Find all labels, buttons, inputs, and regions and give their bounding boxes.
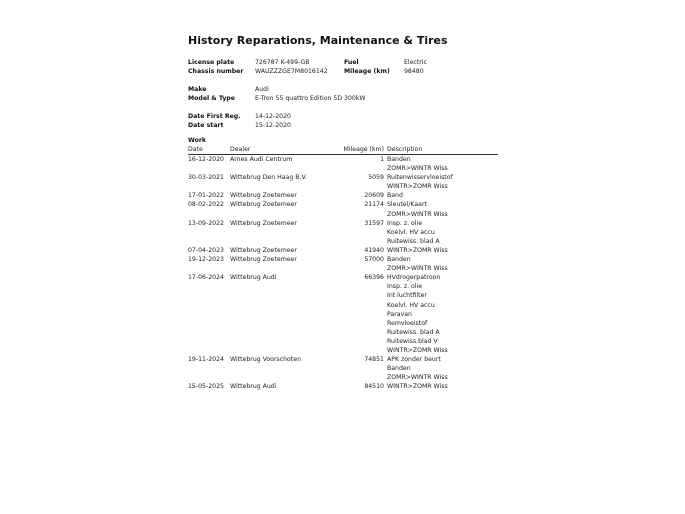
table-row [188, 155, 498, 164]
table-row [188, 273, 498, 282]
info-row-date-start [188, 121, 498, 130]
cell-date: 30-03-2021 [188, 174, 224, 182]
make-label: Make [188, 86, 207, 93]
make-value: Audi [255, 86, 269, 93]
table-row [188, 210, 498, 219]
cell-dealer: Wittebrug Zoetemeer [230, 246, 297, 254]
cell-mileage: 5059 [368, 174, 384, 182]
info-row-model [188, 94, 498, 103]
cell-description: Paravan [387, 310, 412, 318]
license-plate-label: License plate [188, 59, 235, 66]
table-row [188, 182, 498, 191]
info-row-chassis [188, 67, 498, 76]
cell-description: Koelvl. HV accu [387, 228, 435, 236]
cell-mileage: 74851 [364, 356, 384, 364]
table-row [188, 200, 498, 209]
cell-mileage: 84510 [364, 383, 384, 391]
cell-dealer: Wittebrug Audi [230, 383, 277, 391]
cell-date: 19-12-2023 [188, 256, 224, 264]
cell-mileage: 41940 [364, 246, 384, 254]
cell-description: Band [387, 192, 403, 200]
table-row [188, 337, 498, 346]
table-row [188, 364, 498, 373]
cell-description: WINTR>ZOMR Wiss [387, 246, 448, 254]
work-section-title: Work [188, 137, 207, 144]
mileage-label: Mileage (km) [344, 68, 390, 75]
date-start-value: 15-12-2020 [255, 122, 291, 129]
chassis-label: Chassis number [188, 68, 244, 75]
fuel-label: Fuel [344, 59, 359, 66]
cell-description: Ruitewiss.blad V [387, 337, 438, 345]
cell-date: 08-02-2022 [188, 201, 224, 209]
cell-description: Insp. z. olie [387, 219, 423, 227]
header-mileage: Mileage (km) [343, 146, 384, 153]
cell-date: 17-06-2024 [188, 274, 224, 282]
report-title: History Reparations, Maintenance & Tires [188, 34, 448, 47]
cell-date: 15-05-2025 [188, 383, 224, 391]
cell-mileage: 31597 [364, 219, 384, 227]
vehicle-info [188, 58, 498, 130]
cell-description: Ruitenwisservloeistof [387, 174, 453, 182]
cell-description: Koelvl. HV accu [387, 301, 435, 309]
date-start-label: Date start [188, 122, 224, 129]
cell-date: 13-09-2022 [188, 219, 224, 227]
first-reg-label: Date First Reg. [188, 113, 241, 120]
table-row [188, 291, 498, 300]
table-row [188, 310, 498, 319]
table-row [188, 382, 498, 391]
cell-description: Sleutel/Kaart [387, 201, 427, 209]
cell-dealer: Wittebrug Voorschoten [230, 356, 302, 364]
cell-dealer: Wittebrug Zoetemeer [230, 192, 297, 200]
cell-dealer: Arnes Audi Centrum [230, 156, 293, 163]
model-label: Model & Type [188, 95, 236, 102]
cell-mileage: 20609 [364, 192, 384, 200]
report-page [188, 34, 498, 391]
cell-date: 17-01-2022 [188, 192, 224, 200]
table-row [188, 228, 498, 237]
table-row [188, 246, 498, 255]
cell-date: 07-04-2023 [188, 246, 224, 254]
cell-description: Insp. z. olie [387, 283, 423, 291]
cell-description: Banden [387, 256, 411, 264]
cell-description: Int luchtfilter [387, 292, 427, 300]
info-row-plate [188, 58, 498, 67]
header-description: Description [387, 146, 423, 153]
cell-description: WINTR>ZOMR Wiss [387, 346, 448, 354]
cell-description: WINTR>ZOMR Wiss [387, 383, 448, 391]
table-row [188, 282, 498, 291]
table-row [188, 319, 498, 328]
cell-description: ZOMR>WINTR Wiss [387, 265, 448, 273]
table-row [188, 164, 498, 173]
cell-dealer: Wittebrug Den Haag B.V. [230, 174, 307, 182]
cell-description: Ruitewiss. blad A [387, 328, 440, 336]
table-row [188, 237, 498, 246]
info-row-first-reg [188, 112, 498, 121]
cell-mileage: 1 [380, 156, 384, 163]
license-plate-value: 726787 K-499-GB [255, 59, 310, 66]
cell-dealer: Wittebrug Audi [230, 274, 277, 282]
header-dealer: Dealer [230, 146, 251, 153]
cell-description: ZOMR>WINTR Wiss [387, 374, 448, 382]
cell-dealer: Wittebrug Zoetemeer [230, 201, 297, 209]
table-row [188, 191, 498, 200]
cell-description: Remvloeistof [387, 319, 428, 327]
chassis-value: WAUZZZGE7M8016142 [255, 68, 328, 75]
cell-description: Banden [387, 156, 411, 163]
work-table-header [188, 145, 498, 155]
cell-description: ZOMR>WINTR Wiss [387, 210, 448, 218]
fuel-value: Electric [404, 59, 427, 66]
info-row-make [188, 85, 498, 94]
cell-date: 16-12-2020 [188, 156, 224, 163]
model-value: E-Tron 55 quattro Edition 5D 300kW [255, 95, 366, 102]
work-table-body [188, 155, 498, 391]
table-row [188, 355, 498, 364]
cell-dealer: Wittebrug Zoetemeer [230, 219, 297, 227]
cell-description: WINTR>ZOMR Wiss [387, 183, 448, 191]
table-row [188, 373, 498, 382]
cell-description: ZOMR>WINTR Wiss [387, 165, 448, 173]
cell-mileage: 57000 [364, 256, 384, 264]
cell-date: 19-11-2024 [188, 356, 224, 364]
first-reg-value: 14-12-2020 [255, 113, 291, 120]
header-date: Date [188, 146, 203, 153]
table-row [188, 173, 498, 182]
cell-dealer: Wittebrug Zoetemeer [230, 256, 297, 264]
cell-mileage: 66396 [364, 274, 384, 282]
table-row [188, 264, 498, 273]
table-row [188, 219, 498, 228]
table-row [188, 301, 498, 310]
cell-mileage: 21174 [364, 201, 384, 209]
cell-description: HVdrogerpatroon [387, 274, 441, 282]
cell-description: APK zonder beurt [387, 356, 441, 364]
table-row [188, 255, 498, 264]
mileage-value: 98480 [404, 68, 424, 75]
table-row [188, 346, 498, 355]
cell-description: Ruitewiss. blad A [387, 237, 440, 245]
table-row [188, 328, 498, 337]
cell-description: Banden [387, 365, 411, 373]
